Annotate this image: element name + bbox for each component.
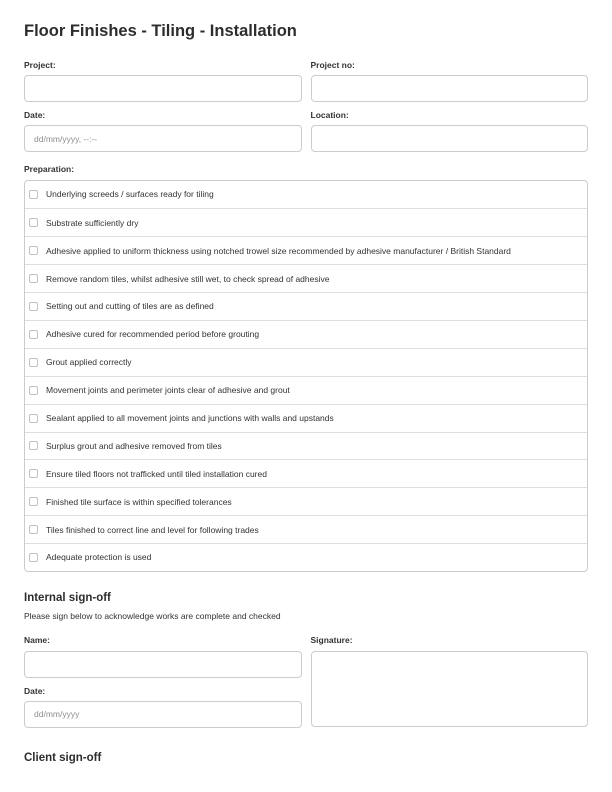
checklist-row — [25, 459, 587, 487]
checklist-item-label: Tiles finished to correct line and level for following trades — [46, 524, 259, 535]
preparation-label: Preparation: — [24, 164, 75, 175]
checklist-item-label: Ensure tiled floors not trafficked until tiled installation cured — [46, 468, 267, 479]
date-input[interactable] — [24, 125, 302, 152]
checklist-row — [25, 236, 587, 264]
checklist-row — [25, 181, 587, 209]
checkbox[interactable] — [29, 441, 38, 450]
checklist-row — [25, 264, 587, 292]
internal-signoff-grid — [24, 635, 588, 727]
page-title: Floor Finishes - Tiling - Installation — [24, 22, 297, 40]
checklist-item-label: Setting out and cutting of tiles are as defined — [46, 301, 214, 312]
checklist-item-label: Sealant applied to all movement joints and junctions with walls and upstands — [46, 413, 334, 423]
checkbox[interactable] — [29, 553, 38, 562]
checklist-row — [25, 320, 587, 348]
checkbox[interactable] — [29, 469, 38, 478]
location-field-group — [311, 110, 589, 152]
checklist-row — [25, 348, 587, 376]
checkbox[interactable] — [29, 525, 38, 534]
checkbox[interactable] — [29, 246, 38, 255]
checklist-item-label: Adhesive cured for recommended period before grouting — [46, 329, 260, 340]
checkbox[interactable] — [29, 330, 38, 339]
internal-signoff-left-column — [24, 635, 302, 727]
location-input[interactable] — [311, 125, 589, 152]
checklist-item-label: Adhesive applied to uniform thickness using notched trowel size recommended by adhesive manufacturer / British Standard — [46, 245, 511, 256]
checklist-item-label: Adequate protection is used — [46, 552, 152, 563]
date-label: Date: — [24, 110, 46, 121]
checklist-row — [25, 292, 587, 320]
checklist-row — [25, 404, 587, 432]
internal-signoff-subtitle: Please sign below to acknowledge works are complete and checked — [24, 611, 281, 622]
checklist-row — [25, 208, 587, 236]
signoff-date-input[interactable] — [24, 701, 302, 728]
checkbox[interactable] — [29, 190, 38, 199]
checkbox[interactable] — [29, 274, 38, 283]
project-input[interactable] — [24, 75, 302, 102]
signoff-date-label: Date: — [24, 685, 46, 696]
client-signoff-heading: Client sign-off — [24, 751, 102, 764]
checklist-row — [25, 376, 587, 404]
checklist-item-label: Remove random tiles, whilst adhesive still wet, to check spread of adhesive — [46, 273, 330, 284]
date-field-group — [24, 110, 302, 152]
signature-pad[interactable] — [311, 651, 589, 727]
project-no-label: Project no: — [310, 59, 355, 70]
checklist-row — [25, 487, 587, 515]
checkbox[interactable] — [29, 358, 38, 367]
checklist-item-label: Substrate sufficiently dry — [46, 217, 139, 228]
location-label: Location: — [310, 110, 349, 121]
checkbox[interactable] — [29, 497, 38, 506]
checklist-item-label: Underlying screeds / surfaces ready for tiling — [46, 189, 214, 200]
checkbox[interactable] — [29, 414, 38, 423]
checkbox[interactable] — [29, 386, 38, 395]
name-label: Name: — [24, 635, 50, 646]
name-input[interactable] — [24, 651, 302, 678]
signature-field-group — [311, 635, 589, 727]
signature-label: Signature: — [310, 635, 353, 646]
checklist-item-label: Surplus grout and adhesive removed from tiles — [46, 440, 222, 451]
project-no-field-group — [311, 60, 589, 102]
internal-signoff-heading: Internal sign-off — [24, 592, 111, 604]
checklist-item-label: Movement joints and perimeter joints clear of adhesive and grout — [46, 385, 290, 396]
project-fields-grid — [24, 60, 588, 152]
signoff-date-field-group — [24, 686, 302, 728]
checklist-item-label: Finished tile surface is within specified tolerances — [46, 496, 232, 507]
checklist-row — [25, 543, 587, 571]
preparation-checklist — [24, 180, 588, 572]
checklist-row — [25, 432, 587, 460]
name-field-group — [24, 635, 302, 677]
project-field-group — [24, 60, 302, 102]
checkbox[interactable] — [29, 218, 38, 227]
project-no-input[interactable] — [311, 75, 589, 102]
checkbox[interactable] — [29, 302, 38, 311]
checklist-item-label: Grout applied correctly — [46, 357, 132, 368]
project-label: Project: — [24, 59, 56, 70]
checklist-row — [25, 515, 587, 543]
